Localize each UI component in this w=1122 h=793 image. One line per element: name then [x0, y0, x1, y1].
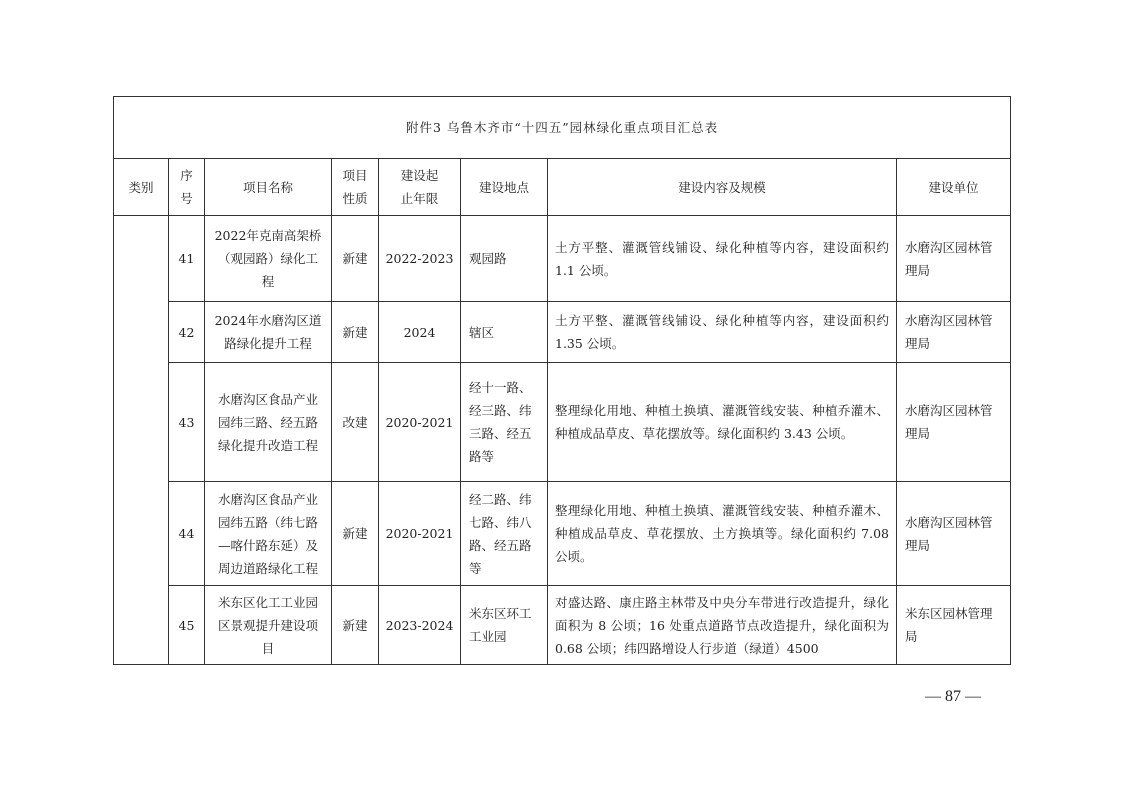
row-location: 观园路 [461, 216, 548, 302]
row-unit: 水磨沟区园林管理局 [897, 363, 1011, 482]
row-content: 整理绿化用地、种植土换填、灌溉管线安装、种植乔灌木、种植成品草皮、草花摆放、土方换填等。绿化面积约 7.08 公顷。 [548, 482, 897, 586]
header-nature: 项目性质 [332, 159, 379, 216]
header-content: 建设内容及规模 [548, 159, 897, 216]
row-content: 对盛达路、康庄路主林带及中央分车带进行改造提升，绿化面积为 8 公顷；16 处重点道路节点改造提升，绿化面积为 0.68 公顷；纬四路增设人行步道（绿道）4500 [548, 586, 897, 665]
header-seq: 序号 [169, 159, 205, 216]
row-name: 水磨沟区食品产业园纬三路、经五路绿化提升改造工程 [205, 363, 332, 482]
header-unit: 建设单位 [897, 159, 1011, 216]
row-nature: 新建 [332, 482, 379, 586]
row-name: 水磨沟区食品产业园纬五路（纬七路—喀什路东延）及周边道路绿化工程 [205, 482, 332, 586]
header-name: 项目名称 [205, 159, 332, 216]
row-content: 整理绿化用地、种植土换填、灌溉管线安装、种植乔灌木、种植成品草皮、草花摆放等。绿化面积约 3.43 公顷。 [548, 363, 897, 482]
table-row [114, 302, 1011, 363]
row-seq: 44 [169, 482, 205, 586]
row-name: 2024年水磨沟区道路绿化提升工程 [205, 302, 332, 363]
row-period: 2020-2021 [379, 363, 461, 482]
table-title: 附件3 乌鲁木齐市“十四五”园林绿化重点项目汇总表 [114, 97, 1011, 159]
row-nature: 新建 [332, 302, 379, 363]
header-period: 建设起止年限 [379, 159, 461, 216]
row-seq: 45 [169, 586, 205, 665]
row-period: 2022-2023 [379, 216, 461, 302]
header-row [114, 159, 1011, 216]
header-location: 建设地点 [461, 159, 548, 216]
table-row [114, 482, 1011, 586]
row-location: 辖区 [461, 302, 548, 363]
row-seq: 43 [169, 363, 205, 482]
table-row [114, 216, 1011, 302]
page-number: — 87 — [925, 688, 981, 705]
row-location: 经十一路、经三路、纬三路、经五路等 [461, 363, 548, 482]
row-seq: 41 [169, 216, 205, 302]
row-nature: 新建 [332, 216, 379, 302]
row-unit: 水磨沟区园林管理局 [897, 482, 1011, 586]
row-name: 米东区化工工业园区景观提升建设项目 [205, 586, 332, 665]
table-row [114, 363, 1011, 482]
row-seq: 42 [169, 302, 205, 363]
row-period: 2023-2024 [379, 586, 461, 665]
table-row [114, 586, 1011, 665]
row-unit: 水磨沟区园林管理局 [897, 216, 1011, 302]
row-unit: 水磨沟区园林管理局 [897, 302, 1011, 363]
row-name: 2022年克南高架桥（观园路）绿化工程 [205, 216, 332, 302]
header-category: 类别 [114, 159, 169, 216]
row-location: 经二路、纬七路、纬八路、经五路等 [461, 482, 548, 586]
category-cell [114, 216, 169, 665]
row-nature: 改建 [332, 363, 379, 482]
row-period: 2024 [379, 302, 461, 363]
project-summary-table [113, 96, 1011, 665]
row-content: 土方平整、灌溉管线铺设、绿化种植等内容，建设面积约 1.1 公顷。 [548, 216, 897, 302]
row-unit: 米东区园林管理局 [897, 586, 1011, 665]
row-nature: 新建 [332, 586, 379, 665]
row-content: 土方平整、灌溉管线铺设、绿化种植等内容，建设面积约 1.35 公顷。 [548, 302, 897, 363]
row-period: 2020-2021 [379, 482, 461, 586]
row-location: 米东区环工工业园 [461, 586, 548, 665]
